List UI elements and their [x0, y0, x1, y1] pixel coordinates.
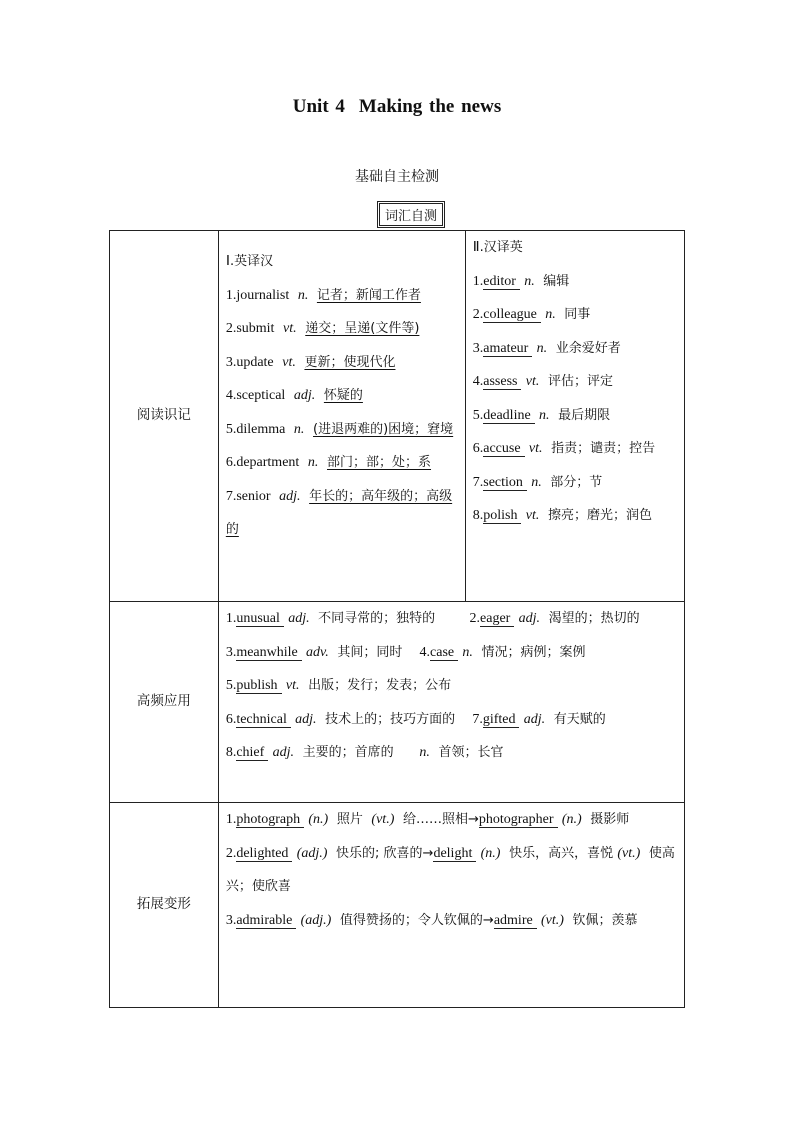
- item-meaning: 情况；病例；案例: [481, 644, 586, 660]
- item-pos: n.: [545, 307, 556, 322]
- item-meaning: 照片: [336, 812, 363, 827]
- item-num: 7.: [225, 488, 237, 504]
- item-meaning: 快乐，高兴，喜悦: [509, 845, 614, 861]
- item-word: senior: [236, 488, 271, 504]
- item-meaning: 部分；节: [550, 474, 603, 490]
- item-answer: editor: [483, 275, 520, 290]
- item-meaning: 同事: [564, 307, 591, 322]
- item-meaning: 擦亮；磨光；润色: [547, 508, 652, 523]
- item-num: 6.: [225, 711, 237, 727]
- item-answer: (进退两难的)困境；窘境: [313, 421, 454, 437]
- item-num: 6.: [225, 455, 237, 470]
- item-meaning: 不同寻常的；独特的: [318, 611, 436, 626]
- list-item: [226, 379, 458, 413]
- item-answer: photograph: [236, 813, 304, 828]
- item-num: 2.: [225, 845, 237, 861]
- table-row: [110, 231, 685, 602]
- item-answer: section: [483, 476, 527, 491]
- part1-heading: [226, 231, 458, 279]
- list-item: [226, 837, 677, 904]
- row-label-high-frequency: 高频应用: [110, 602, 219, 803]
- item-answer: 记者；新闻工作者: [316, 287, 421, 303]
- part1-heading-text: .英译汉: [229, 254, 274, 269]
- item-pos: adj.: [523, 711, 546, 727]
- list-item: [473, 265, 677, 299]
- list-item: [226, 904, 677, 938]
- list-item: [473, 332, 677, 366]
- list-item: [473, 399, 677, 433]
- item-num: 8.: [225, 745, 237, 760]
- item-num: 3.: [225, 912, 237, 928]
- item-pos: vt.: [282, 354, 296, 370]
- list-item: [473, 298, 677, 332]
- item-answer: delight: [433, 847, 476, 862]
- item-meaning: 评估；评定: [547, 374, 613, 389]
- item-pos: adj.: [518, 611, 541, 626]
- item-meaning: 摄影师: [590, 812, 630, 827]
- list-line: [226, 703, 677, 737]
- item-num: 1.: [225, 611, 237, 626]
- list-line: [226, 636, 677, 670]
- row-label-reading: 阅读识记: [110, 231, 219, 602]
- item-num: 6.: [472, 441, 484, 456]
- item-num: 4.: [472, 374, 484, 389]
- item-pos: n.: [531, 474, 542, 490]
- item-answer: accuse: [483, 442, 524, 457]
- item-num: 5.: [225, 421, 237, 437]
- item-meaning: 主要的；首席的: [302, 745, 394, 760]
- item-num: 2.: [469, 611, 481, 626]
- row-label-derivation: 拓展变形: [110, 803, 219, 1008]
- item-answer: admirable: [236, 914, 296, 929]
- list-item: [226, 413, 458, 447]
- item-meaning: 业余爱好者: [555, 340, 621, 356]
- item-answer: polish: [483, 509, 521, 524]
- item-num: 3.: [225, 644, 237, 660]
- item-num: 7.: [472, 474, 484, 490]
- list-item: [226, 346, 458, 380]
- list-item: [226, 312, 458, 346]
- item-pos: n.: [293, 421, 305, 437]
- item-num: 1.: [472, 273, 484, 289]
- item-pos: (vt.): [371, 812, 395, 827]
- item-answer: publish: [236, 679, 281, 694]
- item-answer: 更新；使现代化: [304, 354, 396, 370]
- subtitle: 基础自主检测: [355, 169, 439, 185]
- item-answer: unusual: [236, 612, 284, 627]
- item-meaning: 给……照相→: [402, 812, 479, 827]
- page-title: [0, 96, 794, 118]
- item-meaning: 首领；长官: [438, 745, 504, 760]
- item-answer: admire: [494, 914, 537, 929]
- item-pos: n.: [419, 745, 430, 760]
- part2-heading-text: .汉译英: [479, 240, 523, 255]
- item-answer: photographer: [479, 813, 558, 828]
- item-num: 7.: [472, 711, 483, 727]
- item-pos: adv.: [306, 644, 329, 660]
- item-answer: assess: [483, 375, 521, 390]
- item-num: 1.: [225, 287, 237, 303]
- item-pos: n.: [524, 273, 535, 289]
- list-line: [226, 669, 677, 703]
- part2-cell: [465, 231, 684, 602]
- item-word: dilemma: [236, 421, 286, 437]
- item-pos: n.: [538, 407, 550, 423]
- item-pos: (adj.): [300, 912, 332, 928]
- item-meaning: 有天赋的: [553, 711, 606, 727]
- item-meaning: 编辑: [543, 273, 570, 289]
- item-answer: 部门；部；处；系: [327, 455, 432, 470]
- item-pos: adj.: [279, 488, 301, 504]
- list-line: [226, 602, 677, 636]
- item-pos: (adj.): [296, 845, 328, 861]
- list-item: [226, 803, 677, 837]
- item-pos: n.: [536, 340, 548, 356]
- item-pos: vt.: [525, 508, 540, 523]
- item-answer: meanwhile: [236, 646, 301, 661]
- item-word: update: [236, 354, 274, 370]
- item-meaning: 使高兴；使欣喜: [225, 845, 675, 894]
- item-word: journalist: [236, 287, 290, 303]
- item-num: 8.: [472, 508, 484, 523]
- item-pos: adj.: [272, 745, 294, 760]
- item-num: 5.: [472, 407, 484, 423]
- item-meaning: 值得赞扬的；令人钦佩的→: [339, 912, 494, 928]
- title-unit: Unit 4: [292, 96, 345, 117]
- item-meaning: 快乐的; 欣喜的→: [336, 845, 434, 861]
- item-meaning: 指责；谴责；控告: [551, 441, 656, 456]
- item-pos: n.: [462, 644, 473, 660]
- section-label: 词汇自测: [379, 203, 443, 226]
- item-answer: case: [430, 646, 458, 661]
- part1-cell: [218, 231, 465, 602]
- item-meaning: 技术上的；技巧方面的: [325, 711, 456, 727]
- item-answer: 怀疑的: [323, 388, 363, 403]
- item-pos: adj.: [293, 388, 316, 403]
- item-meaning: 其间；同时: [337, 644, 403, 660]
- item-word: department: [236, 455, 300, 470]
- item-answer: chief: [236, 746, 268, 761]
- item-word: submit: [236, 321, 275, 336]
- list-item: [473, 466, 677, 500]
- item-pos: vt.: [285, 678, 300, 693]
- derivation-cell: [218, 803, 684, 1008]
- list-item: [473, 499, 677, 533]
- item-answer: delighted: [236, 847, 292, 862]
- part2-heading-num: Ⅱ: [472, 240, 480, 255]
- item-meaning: 最后期限: [558, 407, 611, 423]
- list-item: [226, 279, 458, 313]
- part1-heading-num: Ⅰ: [225, 254, 230, 269]
- item-pos: vt.: [525, 374, 540, 389]
- item-num: 4.: [225, 388, 237, 403]
- item-num: 1.: [225, 812, 237, 827]
- title-text: Making the news: [358, 96, 502, 117]
- item-meaning: 钦佩；羡慕: [572, 912, 638, 928]
- item-num: 3.: [472, 340, 484, 356]
- item-word: sceptical: [236, 388, 286, 403]
- item-pos: n.: [297, 287, 309, 303]
- list-item: [473, 365, 677, 399]
- table-row: [110, 602, 685, 803]
- high-frequency-cell: [218, 602, 684, 803]
- item-num: 2.: [225, 321, 237, 336]
- item-answer: 递交；呈递(文件等): [305, 321, 420, 336]
- item-num: 2.: [472, 307, 484, 322]
- item-num: 4.: [419, 644, 431, 660]
- item-answer: colleague: [483, 308, 541, 323]
- item-answer: gifted: [483, 713, 520, 728]
- part2-heading: [473, 231, 677, 265]
- item-pos: (vt.): [541, 912, 564, 928]
- list-item: [473, 432, 677, 466]
- item-pos: vt.: [528, 441, 543, 456]
- list-line: [226, 736, 677, 770]
- item-pos: (n.): [561, 812, 582, 827]
- item-pos: adj.: [295, 711, 317, 727]
- vocab-table: [109, 230, 685, 1008]
- list-item: [226, 446, 458, 480]
- item-answer: amateur: [483, 342, 532, 357]
- item-num: 5.: [225, 678, 237, 693]
- item-answer: 年长的；高年级的；高级的: [225, 488, 453, 537]
- table-row: [110, 803, 685, 1008]
- item-pos: (n.): [480, 845, 501, 861]
- item-pos: (n.): [308, 812, 329, 827]
- item-meaning: 渴望的；热切的: [548, 611, 640, 626]
- item-answer: deadline: [483, 409, 534, 424]
- item-pos: n.: [307, 455, 319, 470]
- item-pos: vt.: [283, 321, 297, 336]
- item-meaning: 出版；发行；发表；公布: [308, 678, 452, 693]
- item-pos: adj.: [288, 611, 310, 626]
- item-answer: technical: [236, 713, 291, 728]
- item-answer: eager: [480, 612, 514, 627]
- item-num: 3.: [225, 354, 237, 370]
- list-item: [226, 480, 458, 547]
- item-pos: (vt.): [617, 845, 641, 861]
